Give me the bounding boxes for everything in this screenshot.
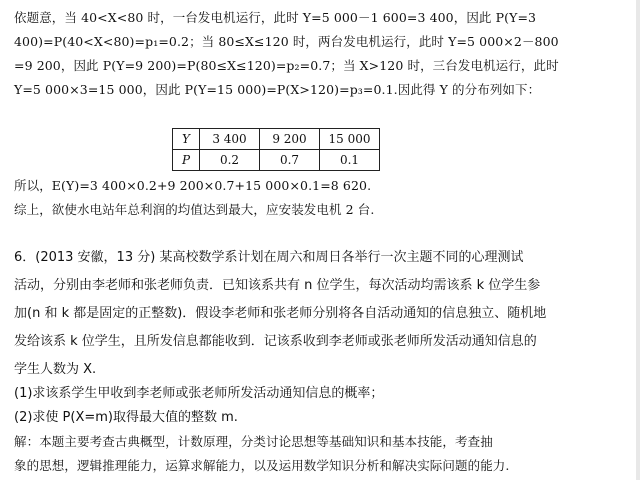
page-edge-shadow: [636, 0, 640, 480]
solution-line-1: 依题意，当 40<X<80 时，一台发电机运行，此时 Y=5 000－1 600=3 400，因此 P(Y=3: [14, 10, 537, 25]
table-cell: 15 000: [320, 129, 380, 150]
table-header-y: Y: [173, 129, 200, 150]
table-row: [173, 129, 380, 150]
table-cell: 0.7: [260, 150, 320, 171]
table-cell: 9 200: [260, 129, 320, 150]
distribution-table: [172, 128, 380, 171]
solution-line-3: =9 200，因此 P(Y=9 200)=P(80≤X≤120)=p₂=0.7；当 X>120 时，三台发电机运行，此时: [14, 58, 559, 73]
problem-line-1: 6．(2013 安徽，13 分) 某高校数学系计划在周六和周日各举行一次主题不同的心理测试: [14, 250, 524, 265]
problem-line-5: 学生人数为 X.: [14, 362, 97, 377]
question-2: (2)求使 P(X=m)取得最大值的整数 m.: [14, 410, 238, 425]
table-cell: 0.1: [320, 150, 380, 171]
table-cell: 3 400: [200, 129, 260, 150]
expectation-line: 所以，E(Y)=3 400×0.2+9 200×0.7+15 000×0.1=8 620.: [14, 178, 372, 193]
question-1: (1)求该系学生甲收到李老师或张老师所发活动通知信息的概率；: [14, 386, 384, 401]
table-row: [173, 150, 380, 171]
problem-line-4: 发给该系 k 位学生，且所发信息都能收到．记该系收到李老师或张老师所发活动通知信息的: [14, 334, 537, 349]
conclusion-line: 综上，欲使水电站年总利润的均值达到最大，应安装发电机 2 台.: [14, 202, 375, 217]
table-header-p: P: [173, 150, 200, 171]
problem-line-2: 活动，分别由李老师和张老师负责．已知该系共有 n 位学生，每次活动均需该系 k 位学生参: [14, 278, 541, 293]
table-cell: 0.2: [200, 150, 260, 171]
problem-line-3: 加(n 和 k 都是固定的正整数)．假设李老师和张老师分别将各自活动通知的信息独立、随机地: [14, 306, 547, 321]
solution-line-4: Y=5 000×3=15 000，因此 P(Y=15 000)=P(X>120)=p₃=0.1.因此得 Y 的分布列如下：: [14, 82, 541, 97]
analysis-line-2: 象的思想，逻辑推理能力，运算求解能力，以及运用数学知识分析和解决实际问题的能力.: [14, 458, 510, 473]
analysis-line-1: 解：本题主要考查古典概型，计数原理，分类讨论思想等基础知识和基本技能，考查抽: [14, 434, 493, 449]
solution-line-2: 400)=P(40<X<80)=p₁=0.2；当 80≤X≤120 时，两台发电机运行，此时 Y=5 000×2－800: [14, 34, 559, 49]
